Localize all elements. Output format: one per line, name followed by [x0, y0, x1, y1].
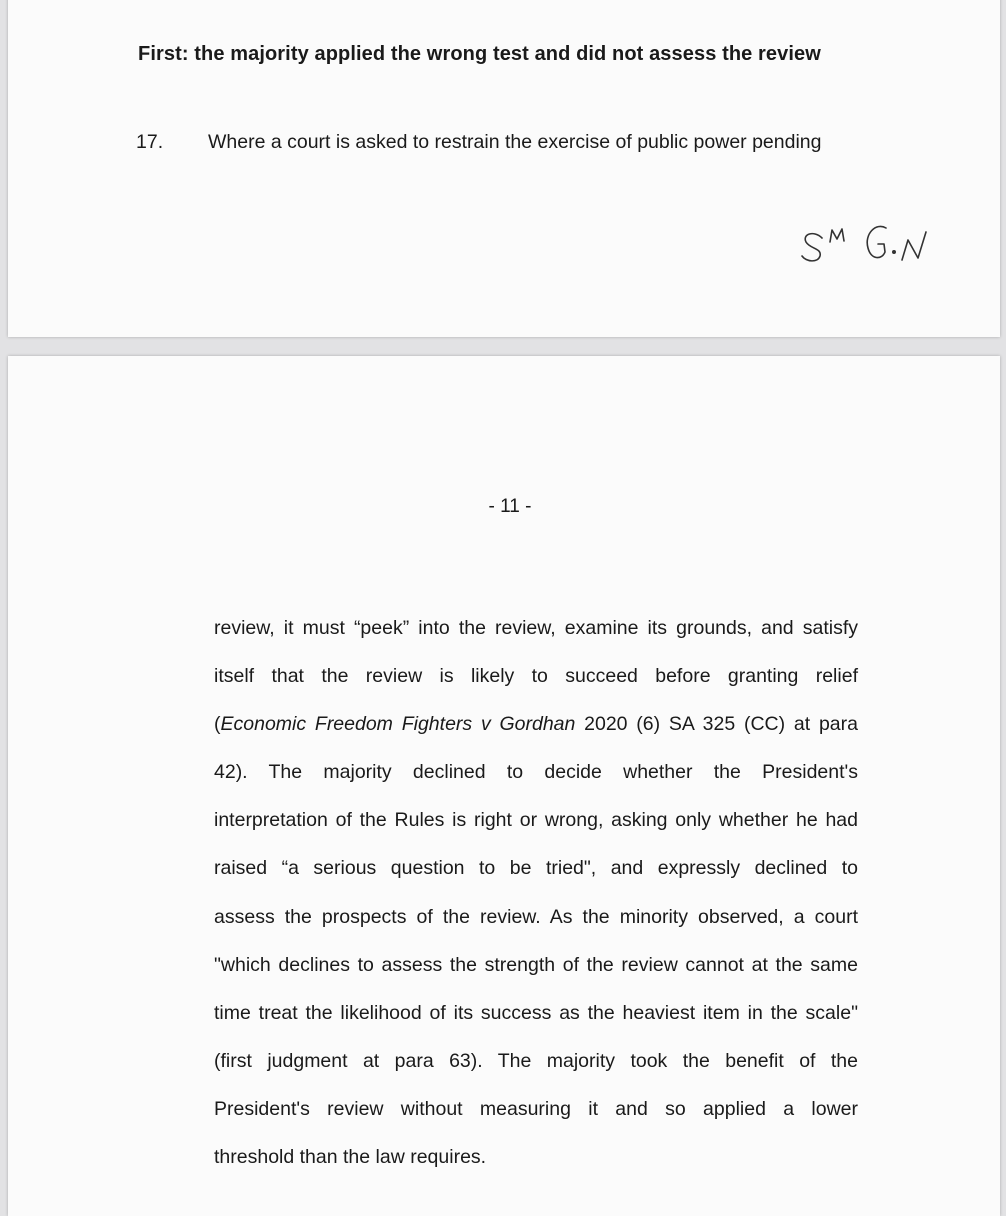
text-line: (first judgment at para 63). The majority took the benefit of the [214, 1049, 858, 1072]
document-page-bottom [8, 356, 1000, 1216]
citation-open: ( [214, 713, 221, 736]
text-line: review, it must “peek” into the review, examine its grounds, and satisfy [214, 617, 858, 639]
text-line [214, 714, 858, 762]
text-line: "which declines to assess the strength of the review cannot at the same [214, 953, 858, 976]
signature [788, 208, 958, 278]
document-page-top [8, 0, 1000, 337]
paragraph-text: Where a court is asked to restrain the exercise of public power pending [208, 131, 822, 153]
paragraph-body [214, 618, 858, 1195]
text-line: time treat the likelihood of its success as the heaviest item in the scale" [214, 1001, 858, 1024]
paragraph-number: 17. [136, 131, 164, 153]
text-line: threshold than the law requires. [214, 1146, 487, 1169]
section-heading: First: the majority applied the wrong test and did not assess the review [138, 43, 821, 65]
text-line: 42). The majority declined to decide whether the President's [214, 761, 858, 784]
text-line: itself that the review is likely to succeed before granting relief [214, 665, 858, 688]
text-line: raised “a serious question to be tried", and expressly declined to [214, 857, 858, 880]
citation-rest: 2020 (6) SA 325 (CC) at para [575, 713, 858, 736]
text-line: President's review without measuring it and so applied a lower [214, 1097, 858, 1120]
text-line: interpretation of the Rules is right or wrong, asking only whether he had [214, 809, 858, 832]
page-number: - 11 - [488, 496, 532, 517]
case-citation: Economic Freedom Fighters v Gordhan [220, 713, 576, 736]
text-line: assess the prospects of the review. As the minority observed, a court [214, 905, 858, 928]
